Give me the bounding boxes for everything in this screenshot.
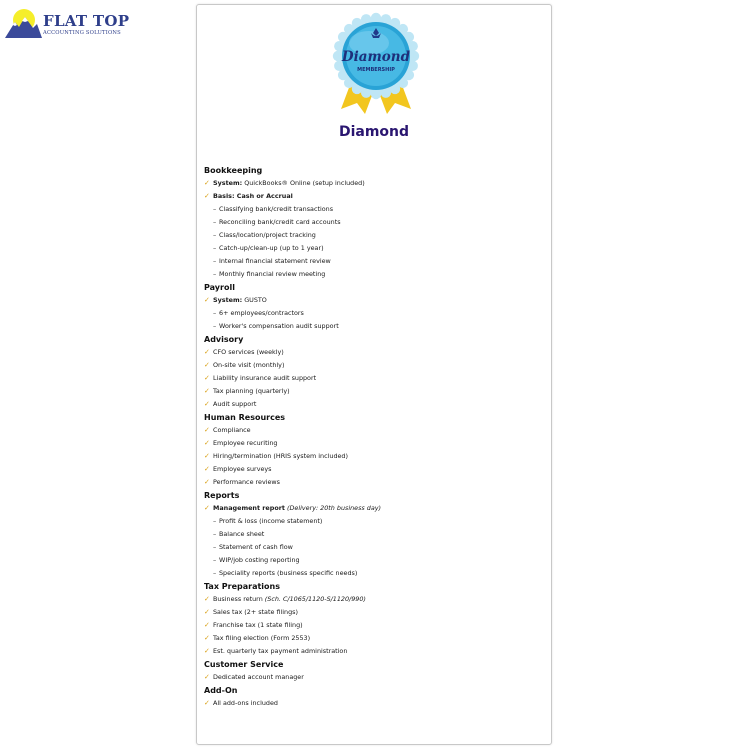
item-detail: Monthly financial review meeting: [219, 270, 326, 278]
item-text: [213, 177, 365, 190]
check-item: [204, 463, 544, 476]
check-item: [204, 606, 544, 619]
badge-caption: MEMBERSHIP: [357, 67, 395, 73]
item-detail: Internal financial statement review: [219, 257, 331, 265]
item-text: [219, 554, 300, 567]
item-text: [219, 229, 316, 242]
item-detail: Sales tax (2+ state filings): [213, 608, 298, 616]
section-title: Human Resources: [204, 413, 286, 422]
section-title: Advisory: [204, 335, 244, 344]
check-icon: ✓: [204, 595, 210, 603]
sub-item: [204, 268, 544, 281]
dash-bullet: –: [213, 556, 217, 564]
feature-section: [204, 164, 544, 281]
item-label: System:: [213, 296, 243, 304]
check-icon: ✓: [204, 673, 210, 681]
sub-item: [204, 203, 544, 216]
item-text: [219, 216, 341, 229]
check-icon: ✓: [204, 387, 210, 395]
item-text: [213, 463, 272, 476]
item-text: [213, 632, 310, 645]
item-text: [219, 320, 339, 333]
check-icon: ✓: [204, 504, 210, 512]
item-detail: Speciality reports (business specific needs): [219, 569, 358, 577]
item-text: [213, 190, 293, 203]
item-text: [213, 450, 348, 463]
item-detail: On-site visit (monthly): [213, 361, 285, 369]
item-detail: Franchise tax (1 state filing): [213, 621, 303, 629]
item-text: [213, 372, 316, 385]
check-item: [204, 437, 544, 450]
check-item: [204, 359, 544, 372]
check-item: [204, 632, 544, 645]
dash-bullet: –: [213, 569, 217, 577]
check-icon: ✓: [204, 647, 210, 655]
plan-card: [196, 4, 552, 745]
item-detail: Worker's compensation audit support: [219, 322, 339, 330]
item-detail: Dedicated account manager: [213, 673, 304, 681]
item-detail: Profit & loss (income statement): [219, 517, 323, 525]
item-text: [219, 307, 304, 320]
dash-bullet: –: [213, 218, 217, 226]
item-detail: Employee surveys: [213, 465, 272, 473]
dash-bullet: –: [213, 244, 217, 252]
feature-section: [204, 489, 544, 580]
check-item: [204, 385, 544, 398]
item-label: Management report: [213, 504, 285, 512]
dash-bullet: –: [213, 309, 217, 317]
item-detail: Audit support: [213, 400, 257, 408]
item-detail: Balance sheet: [219, 530, 265, 538]
item-detail: Class/location/project tracking: [219, 231, 316, 239]
item-text: [213, 385, 290, 398]
check-icon: ✓: [204, 465, 210, 473]
check-icon: ✓: [204, 361, 210, 369]
section-title: Payroll: [204, 283, 235, 292]
item-detail: Est. quarterly tax payment administration: [213, 647, 348, 655]
item-detail: All add-ons included: [213, 699, 278, 707]
check-icon: ✓: [204, 699, 210, 707]
item-text: [219, 268, 325, 281]
item-text: [213, 619, 303, 632]
section-title: Reports: [204, 491, 240, 500]
item-note: (Sch. C/1065/1120-S/1120/990): [264, 595, 366, 603]
item-text: [213, 697, 278, 710]
check-item: [204, 294, 544, 307]
item-text: [213, 476, 280, 489]
dash-bullet: –: [213, 517, 217, 525]
sub-item: [204, 528, 544, 541]
check-item: [204, 346, 544, 359]
item-detail: Compliance: [213, 426, 251, 434]
check-icon: ✓: [204, 296, 210, 304]
check-item: [204, 190, 544, 203]
sub-item: [204, 554, 544, 567]
sub-item: [204, 541, 544, 554]
item-text: [213, 424, 251, 437]
check-item: [204, 502, 544, 515]
feature-section: [204, 281, 544, 333]
dash-bullet: –: [213, 543, 217, 551]
item-text: [213, 398, 256, 411]
check-item: [204, 424, 544, 437]
item-detail: CFO services (weekly): [213, 348, 284, 356]
check-item: [204, 177, 544, 190]
section-title: Customer Service: [204, 660, 284, 669]
sub-item: [204, 515, 544, 528]
mountain-sun-logo-icon: [4, 6, 42, 42]
item-text: [213, 294, 267, 307]
item-note: (Delivery: 20th business day): [284, 504, 382, 512]
check-icon: ✓: [204, 634, 210, 642]
check-icon: ✓: [204, 426, 210, 434]
check-item: [204, 372, 544, 385]
plan-title: Diamond: [338, 124, 410, 140]
check-icon: ✓: [204, 374, 210, 382]
item-text: [219, 203, 333, 216]
check-icon: ✓: [204, 348, 210, 356]
check-icon: ✓: [204, 179, 210, 187]
item-text: [219, 541, 293, 554]
item-detail: Liability insurance audit support: [213, 374, 317, 382]
sub-item: [204, 567, 544, 580]
check-icon: ✓: [204, 452, 210, 460]
feature-section: [204, 684, 544, 710]
item-detail: 6+ employees/contractors: [219, 309, 304, 317]
check-icon: ✓: [204, 439, 210, 447]
item-text: [219, 528, 264, 541]
check-item: [204, 671, 544, 684]
check-item: [204, 398, 544, 411]
sub-item: [204, 307, 544, 320]
dash-bullet: –: [213, 322, 217, 330]
check-item: [204, 476, 544, 489]
section-title: Tax Preparations: [204, 582, 280, 591]
check-icon: ✓: [204, 478, 210, 486]
dash-bullet: –: [213, 231, 217, 239]
feature-section: [204, 658, 544, 684]
check-item: [204, 619, 544, 632]
item-text: [213, 671, 304, 684]
feature-section: [204, 333, 544, 411]
item-label: Basis: Cash or Accrual: [213, 192, 293, 200]
item-detail: WIP/job costing reporting: [219, 556, 300, 564]
item-text: [213, 606, 298, 619]
item-text: [219, 567, 357, 580]
item-text: [213, 346, 284, 359]
item-text: [219, 255, 331, 268]
item-detail: QuickBooks® Online (setup included): [242, 179, 365, 187]
check-item: [204, 593, 544, 606]
sub-item: [204, 242, 544, 255]
check-item: [204, 697, 544, 710]
check-icon: ✓: [204, 400, 210, 408]
badge-word: Diamond: [341, 49, 411, 65]
item-detail: Classifying bank/credit transactions: [219, 205, 334, 213]
company-name: FLAT TOP: [43, 12, 130, 30]
dash-bullet: –: [213, 205, 217, 213]
item-detail: Reconciling bank/credit card accounts: [219, 218, 341, 226]
item-detail: Hiring/termination (HRIS system included): [213, 452, 348, 460]
item-text: [213, 359, 284, 372]
item-detail: Performance reviews: [213, 478, 280, 486]
feature-list: [204, 164, 544, 710]
section-title: Add-On: [204, 686, 238, 695]
item-detail: Business return: [213, 595, 265, 603]
check-item: [204, 645, 544, 658]
item-label: System:: [213, 179, 243, 187]
item-text: [213, 437, 277, 450]
sub-item: [204, 320, 544, 333]
sub-item: [204, 255, 544, 268]
feature-section: [204, 580, 544, 658]
item-detail: GUSTO: [242, 296, 267, 304]
item-detail: Catch-up/clean-up (up to 1 year): [219, 244, 324, 252]
check-icon: ✓: [204, 608, 210, 616]
dash-bullet: –: [213, 530, 217, 538]
check-icon: ✓: [204, 192, 210, 200]
item-detail: Tax planning (quarterly): [213, 387, 290, 395]
item-text: [219, 515, 322, 528]
company-logo[interactable]: [4, 6, 130, 42]
diamond-medal-icon: [331, 11, 421, 115]
item-detail: Employee recuriting: [213, 439, 278, 447]
dash-bullet: –: [213, 270, 217, 278]
item-text: [219, 242, 324, 255]
item-detail: Tax filing election (Form 2553): [213, 634, 311, 642]
item-text: [213, 593, 366, 606]
company-tagline: ACCOUNTING SOLUTIONS: [43, 30, 121, 36]
sub-item: [204, 229, 544, 242]
item-text: [213, 502, 381, 515]
dash-bullet: –: [213, 257, 217, 265]
sub-item: [204, 216, 544, 229]
check-item: [204, 450, 544, 463]
item-text: [213, 645, 347, 658]
feature-section: [204, 411, 544, 489]
section-title: Bookkeeping: [204, 166, 263, 175]
check-icon: ✓: [204, 621, 210, 629]
item-detail: Statement of cash flow: [219, 543, 293, 551]
